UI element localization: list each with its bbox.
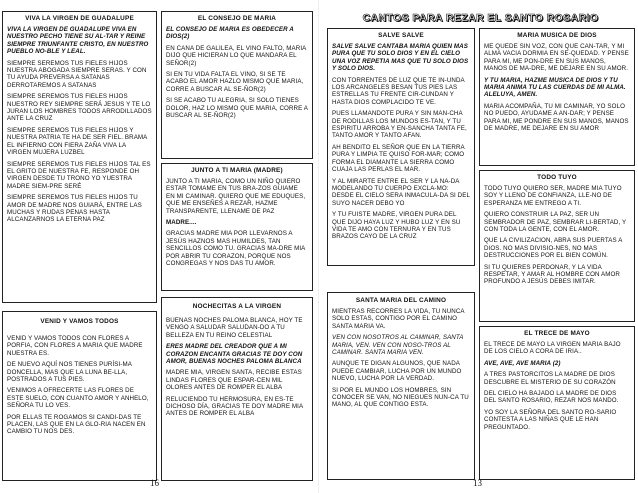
song-box-junto-madre <box>161 163 313 291</box>
song-chorus: SALVE SALVE CANTABA MARIA QUIEN MAS PURA QUE TU SOLO DIOS Y EN EL CIELO UNA VOZ REPETIA MAS QUE TU SOLO DIOS Y SOLO DIOS. <box>332 43 469 73</box>
song-verse: VENID Y VAMOS TODOS CON FLORES A PORFIA, CON FLORES A MARIA QUE MADRE NUESTRA ES. <box>7 335 143 357</box>
song-verse: AH BENDITO EL SEÑOR QUE EN LA TIERRA PURA Y LIMPIA TE QUISO FOR-MAR; COMO FORMA EL DIAMANTE LA SIERRA COMO CUAJA LAS PERLAS EL MAR. <box>332 143 465 174</box>
song-verse: SIEMPRE SEREMOS TUS FIELES HIJOS NUESTRA ABOGADA SIEMPRE SERAS. Y CON TU AYUDA PREVERSA A SATANAS DERROTAREMOS A SATANAS <box>7 59 147 89</box>
song-box-trece-mayo <box>479 326 635 480</box>
song-verse: SIEMPRE SEREMOS TUS FIELES HIJOS NUESTRO REY SIEMPRE SERÁ JESUS Y TE LO JURAN LOS HOMBRES TODOS ARRODILLADOS ANTE LA CRUZ <box>7 93 152 123</box>
song-verse: ME QUEDE SIN VOZ, CON QUE CAN-TAR, Y MI ALMA VACIA DORMIA EN SE-QUEDAD. Y PENSE PARA MI, ME PON-DRE EN SUS MANOS, MANOS DE MA-DRE, ME DEJARE EN SU AMOR. <box>484 43 629 73</box>
song-verse: QUIERO CONSTRUIR LA PAZ, SER UN SEMBRADOR DE PAZ, SEMBRAR LI-BERTAD, Y CON TODA LA GENTE, CON EL AMOR. <box>484 211 627 234</box>
song-verse: DE NUEVO AQUÍ NOS TIENES PURÍSI-MA DONCELLA, MAS QUE LA LUNA BE-LLA, POSTRADOS A TUS PIES. <box>7 361 132 384</box>
song-verse: MADRE MIA, VIRGEN SANTA, RECIBE ESTAS LINDAS FLORES QUE ESPAR-CEN MIL OLORES ANTES DE ROMPER EL ALBA <box>166 369 302 392</box>
song-title: SANTA MARIA DEL CAMINO <box>355 297 447 304</box>
song-verse: SIEMPRE SEREMOS TUS FIELES HIJOS TU AMOR DE MADRE NOS GUIARÁ, ENTRE LAS MUCHAS Y RUDAS PENAS HASTA ALCANZARNOS LA ETERNA PAZ <box>7 194 142 224</box>
song-verse: SI TU QUIERES PERDONAR, Y LA VIDA RESPETAR, Y AMAR AL HOMBRE CON AMOR PROFUNDO A JESÚS DEBES IMITAR. <box>484 263 620 286</box>
song-title: SALVE SALVE <box>378 32 424 39</box>
song-title: NOCHECITAS A LA VIRGEN <box>192 303 282 310</box>
page-gutter <box>318 0 319 493</box>
song-verse: Y AL MIRARTE ENTRE EL SER Y LA NA-DA MODELANDO TU CUERPO EXCLA-MO: DESDE EL CIELO SERA INMACULA-DA SI DEL SUYO NACER DEBO YO <box>332 177 470 207</box>
song-verse: RELUCIENDO TU HERMOSURA, EN ES-TE DICHOSO DÍA, GRACIAS TE DOY MADRE MIA ANTES DE ROMPER EL ALBA <box>166 395 303 418</box>
right-page <box>323 0 638 493</box>
song-title: EL CONSEJO DE MARIA <box>197 15 277 22</box>
song-verse: VENIMOS A OFRECERTE LAS FLORES DE ESTE SUELO, CON CUANTO AMOR Y ANHELO, SEÑORA TU LO VES. <box>7 387 149 410</box>
page-number-left: 16 <box>150 478 159 488</box>
song-verse: BUENAS NOCHES PALOMA BLANCA, HOY TE VENGO A SALUDAR SALUDAN-DO A TU BELLEZA EN TU REINO CELESTIAL <box>166 317 303 339</box>
song-verse: EN CANA DE GALILEA, EL VINO FALTO, MARIA DIJO QUE HICIERAN LO QUE MANDARA EL SEÑOR(2) <box>166 44 307 67</box>
song-box-maria-musica <box>479 28 635 166</box>
song-box-consejo-maria <box>161 11 313 159</box>
main-title: CANTOS PARA REZAR EL SANTO ROSARIO <box>362 12 599 24</box>
song-box-salve-salve <box>327 28 475 266</box>
song-verse: DEL CIELO HA BAJADO LA MADRE DE DIOS DEL SANTO ROSARIO, REZAR NOS MANDO. <box>484 390 619 405</box>
song-chorus: AVE, AVE, AVE MARIA (2) <box>484 359 561 367</box>
song-box-venid-vamos <box>2 311 157 481</box>
song-box-virgen-guadalupe <box>2 11 157 303</box>
song-verse: A TRES PASTORCITOS LA MADRE DE DIOS DESCUBRE EL MISTERIO DE SU CORAZÓN <box>484 371 616 386</box>
song-chorus: ERES MADRE DEL CREADOR QUE A MI CORAZON ENCANTA GRACIAS TE DOY CON AMOR, BUENAS NOCHES PALOMA BLANCA <box>166 343 303 366</box>
song-refrain: MADRE.... <box>166 219 197 227</box>
song-title: MARIA MUSICA DE DIOS <box>517 32 597 39</box>
song-box-santa-maria-camino <box>327 292 475 480</box>
song-verse: MARIA ACOMPAÑA, TU MI CAMINAR, YO SOLO NO PUEDO, AYUDAME A AN-DAR; Y PENSE PARA MI, ME PONDRE EN SUS MANOS, MANOS DE MADRE, ME DEJARE EN SU AMOR <box>484 102 629 133</box>
song-verse: SI EN TU VIDA FALTA EL VINO, SI SE TE ACABO EL AMOR HAZLO MISMO QUE MARIA, CORRE A BUSCAR AL SE-ÑOR(2) <box>166 71 304 93</box>
page-number-right: 13 <box>473 478 482 488</box>
song-verse: GRACIAS MADRE MIA POR LLEVARNOS A JESÚS HAZNOS MAS HUMILDES, TAN SENCILLOS COMO TU. GRACIAS MA-DRE MIA POR ABRIR TU CORAZON, PORQUE NOS CONGREGAS Y NOS DAS TU AMOR. <box>166 230 306 268</box>
song-verse: SI POR EL MUNDO LOS HOMBRES, SIN CONOCER SE VAN, NO NIEGUES NUN-CA TU MANO, AL QUE CONTIGO ESTA. <box>332 386 469 409</box>
song-verse: EL TRECE DE MAYO LA VIRGEN MARIA BAJO DE LOS CIELO A CORA DE IRIA.. <box>484 341 621 356</box>
song-verse: YO SOY LA SEÑORA DEL SANTO RO-SARIO CONTESTA A LAS NIÑAS QUE LE HAN PREGUNTADO. <box>484 408 617 431</box>
song-title: EL TRECE DE MAYO <box>524 330 590 337</box>
left-page <box>0 0 315 493</box>
song-verse: SIEMPRE SEREMOS TUS FIELES HIJOS TAL ES EL GRITO DE NUESTRA FE, RESPONDE OH VIRGEN DESDE TU TRONO YO YUESTRA MADRE SIEM-PRE SERÉ <box>7 160 151 190</box>
song-verse: Y TU FUISTE MADRE, VIRGEN PURA DEL QUE DIJO HAYA LUZ Y HUBO LUZ Y EN SU VIDA TE AMO CON TERNURA Y EN TUS BRAZOS CAYO DE LA CRUZ <box>332 211 461 241</box>
song-verse: SIEMPRE SEREMOS TUS FIELES HIJOS Y NUESTRA PATRIA TE HA DE SER FIEL. BRAMA EL INFIERNO CON FIERA ZAÑA VIVA LA VIRGEN MUJERA LUZBEL <box>7 126 148 157</box>
song-chorus: VEN CON NOSOTROS AL CAMINAR, SANTA MARIA, VEN. VEN CON NOSO-TROS AL CAMINAR. SANTA MARIA VEN. <box>332 334 464 357</box>
song-verse: POR ELLAS TE ROGAMOS SI CANDI-DAS TE PLACEN, LAS QUE EN LA GLO-RIA NACEN EN CAMBIO TU NOS DES. <box>7 413 146 436</box>
song-box-todo-tuyo <box>479 170 635 322</box>
song-box-nochecitas <box>161 297 313 481</box>
song-verse: CON TORRENTES DE LUZ QUE TE IN-UNDA LOS ARCANGELES BESAN TUS PIES LAS ESTRELLAS TU FRENTE CIR-CUNDAN Y HASTA DIOS COMPLACIDO TE VE. <box>332 76 465 106</box>
song-verse: JUNTO A TI MARIA, COMO UN NIÑO QUIERO ESTAR TOMAME EN TUS BRA-ZOS GUIAME EN MI CAMINAR. QUIERO QUE ME EDUQUES, QUE ME ENSEÑES A REZAR, HAZME TRANSPARENTE, LLENAME DE PAZ <box>166 178 306 215</box>
song-title: JUNTO A TI MARIA (MADRE) <box>191 167 283 174</box>
song-chorus: Y TU MARIA, HAZME MUSICA DE DIOS Y TU MARIA ANIMA TU LAS CUERDAS DE MI ALMA. ALELUYA, AMEN. <box>484 76 626 99</box>
song-verse: TODO TUYO QUIERO SER, MADRE MIA TUYO SOY Y LLENO DE CONFIANZA, LLE-NO DE ESPERANZA ME ENTREGO A TI. <box>484 185 622 207</box>
song-verse: QUE LA CIVILIZACION, ABRA SUS PUERTAS A DIOS. NO MAS DIVISIO-NES, NO MAS DESTRUCCIONES POR EL BIEN COMÚN. <box>484 237 623 260</box>
song-verse: PUES LLAMANDOTE PURA Y SIN MAN-CHA DE RODILLAS LOS MUNDOS ES-TAN, Y TU ESPIRITU ARROBA Y EN-SANCHA TANTA FE, TANTO AMOR Y TANTO AFAN. <box>332 110 467 140</box>
song-title: VIVA LA VIRGEN DE GUADALUPE <box>25 15 134 22</box>
song-verse: AUNQUE TE DIGAN ALGUNOS, QUE NADA PUEDE CAMBIAR, LUCHA POR UN MUNDO NUEVO, LUCHA POR LA VERDAD. <box>332 360 462 383</box>
song-title: TODO TUYO <box>537 174 577 181</box>
song-chorus: EL CONSEJO DE MARIA ES OBEDECER A DIOS(2) <box>166 26 294 41</box>
song-chorus: VIVA LA VIRGEN DE GUADALUPE VIVA EN NUESTRO PECHO TIENE SU AL-TAR Y REINE SIEMPRE TRIUNFANTE CRISTO, EN NUESTRO PUEBLO NO-BLE Y LEAL. <box>7 26 149 56</box>
song-verse: MIENTRAS RECORRES LA VIDA, TU NUNCA SOLO ESTAS, CONTIGO POR EL CAMINO SANTA MARIA VA. <box>332 308 465 330</box>
song-title: VENID Y VAMOS TODOS <box>40 318 119 325</box>
song-verse: SI SE ACABO TU ALEGRIA, SI SOLO TIENES DOLOR, HAZ LO MISMO QUE MARIA, CORRE A BUSCAR AL SE-ÑOR(2) <box>166 97 308 120</box>
